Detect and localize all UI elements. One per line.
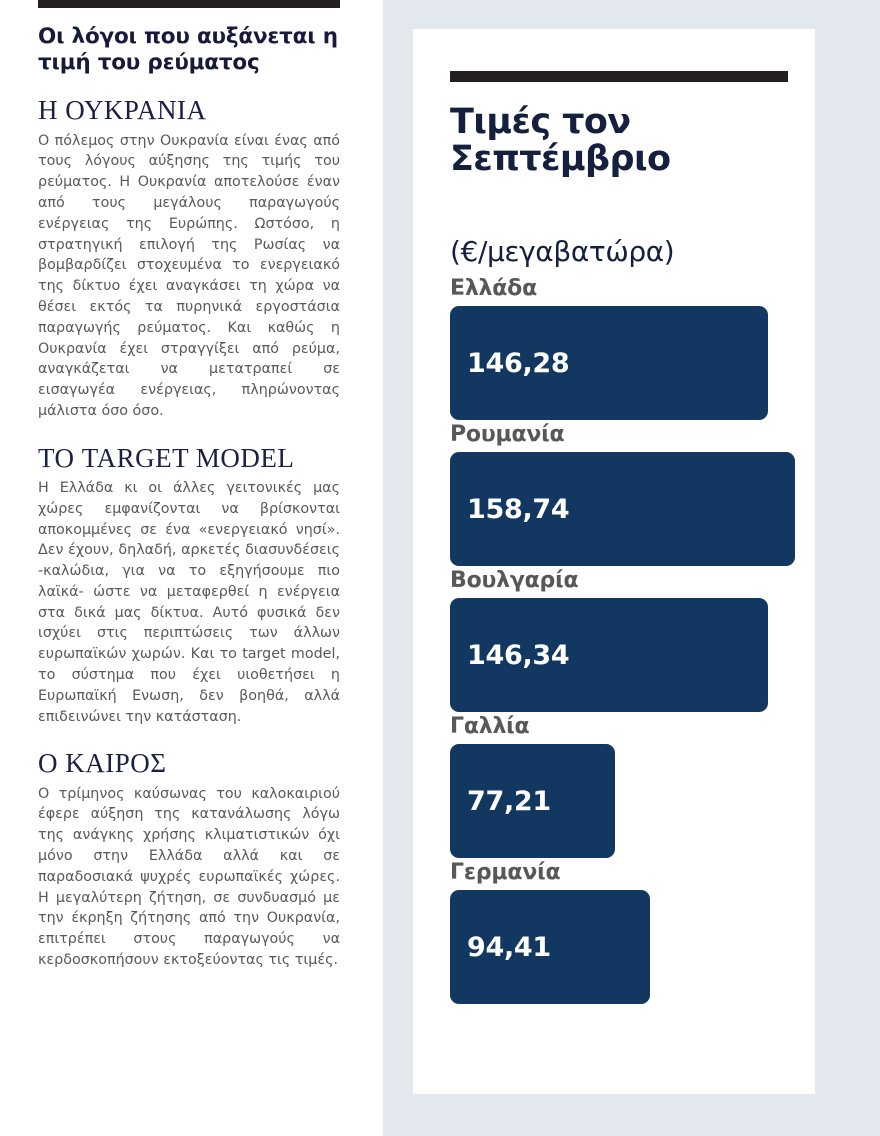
bar-category-label: Ελλάδα	[450, 276, 538, 301]
bar-category-label: Γερμανία	[450, 860, 561, 885]
bar-row	[450, 862, 795, 1004]
bar-category-label: Γαλλία	[450, 714, 530, 739]
bar-value-label: 77,21	[467, 785, 551, 817]
chart-title: Τιμές τον Σεπτέμβριο	[450, 102, 671, 180]
bar	[450, 744, 615, 858]
bar-value-label: 94,41	[467, 931, 551, 963]
bar-row	[450, 424, 795, 566]
bar-category-label: Βουλγαρία	[450, 568, 579, 593]
page-title: Οι λόγοι που αυξάνεται η τιμή του ρεύματος	[38, 24, 338, 76]
bar-value-label: 146,28	[467, 347, 570, 379]
bar-row	[450, 278, 795, 420]
bar	[450, 306, 768, 420]
top-rule-divider	[38, 0, 340, 8]
bar-chart	[450, 278, 795, 1008]
bar-value-label: 158,74	[467, 493, 570, 525]
section-heading-weather: Ο ΚΑΙΡΟΣ	[38, 748, 167, 779]
bar	[450, 890, 650, 1004]
section-heading-ukraine: Η ΟΥΚΡΑΝΙΑ	[38, 95, 207, 126]
bar-value-label: 146,34	[467, 639, 570, 671]
bar	[450, 598, 768, 712]
chart-column	[370, 0, 880, 1136]
section-body-ukraine: Ο πόλεμος στην Ουκρανία είναι ένας από τους λόγους αύξησης της τιμής του ρεύματος. Η Ουκρανία αποτελούσε έναν από τους μεγάλους παραγωγούς ενέργειας της Ευρώπης. Ωστόσο, η στρατηγική επιλογή της Ρωσίας να βομβαρδίζει στοχευμένα το ενεργειακό της δίκτυο έχει αναγκάσει τη χώρα να θέσει εκτός τα πυρηνικά εργοστάσια παραγωγής ρεύματος. Και καθώς η Ουκρανία έχει στραγγίξει από ρεύμα, αναγκάζεται να μετατραπεί σε εισαγωγέα ενέργειας, πληρώνοντας μάλιστα όσο όσο.	[38, 132, 340, 419]
bar-category-label: Ρουμανία	[450, 422, 565, 447]
article-column	[0, 0, 370, 1136]
chart-card	[413, 29, 815, 1094]
section-body-target-model: Η Ελλάδα κι οι άλλες γειτονικές μας χώρες εμφανίζονται να βρίσκονται αποκομμένες σε ένα «ενεργειακό νησί». Δεν έχουν, δηλαδή, αρκετές διασυνδέσεις -καλώδια, για να το εξηγήσουμε πιο λαϊκά- ώστε να μεταφερθεί η ενέργεια στα δικά μας δίκτυα. Αυτό φυσικά δεν ισχύει στις περιπτώσεις των άλλων ευρωπαϊκών χωρών. Και το target model, το σύστημα που έχει υιοθετήσει η Ευρωπαϊκή Ενωση, δεν βοηθά, αλλά επιδεινώνει την κατάσταση.	[38, 479, 340, 725]
section-heading-target-model: ΤΟ TARGET MODEL	[38, 442, 295, 473]
chart-rule-divider	[450, 71, 788, 82]
bar	[450, 452, 795, 566]
bar-row	[450, 716, 795, 858]
bar-row	[450, 570, 795, 712]
section-body-weather: Ο τρίμηνος καύσωνας του καλοκαιριού έφερε αύξηση της κατανάλωσης λόγω της ανάγκης χρήσης κλιματιστικών όχι μόνο στην Ελλάδα αλλά και σε παραδοσιακά ψυχρές ευρωπαϊκές χώρες. Η μεγαλύτερη ζήτηση, σε συνδυασμό με την έκρηξη ζήτησης από την Ουκρανία, επιτρέπει στους παραγωγούς να κερδοσκοπήσουν εκτοξεύοντας τις τιμές.	[38, 785, 340, 968]
chart-subtitle-unit: (€/μεγαβατώρα)	[450, 235, 675, 268]
